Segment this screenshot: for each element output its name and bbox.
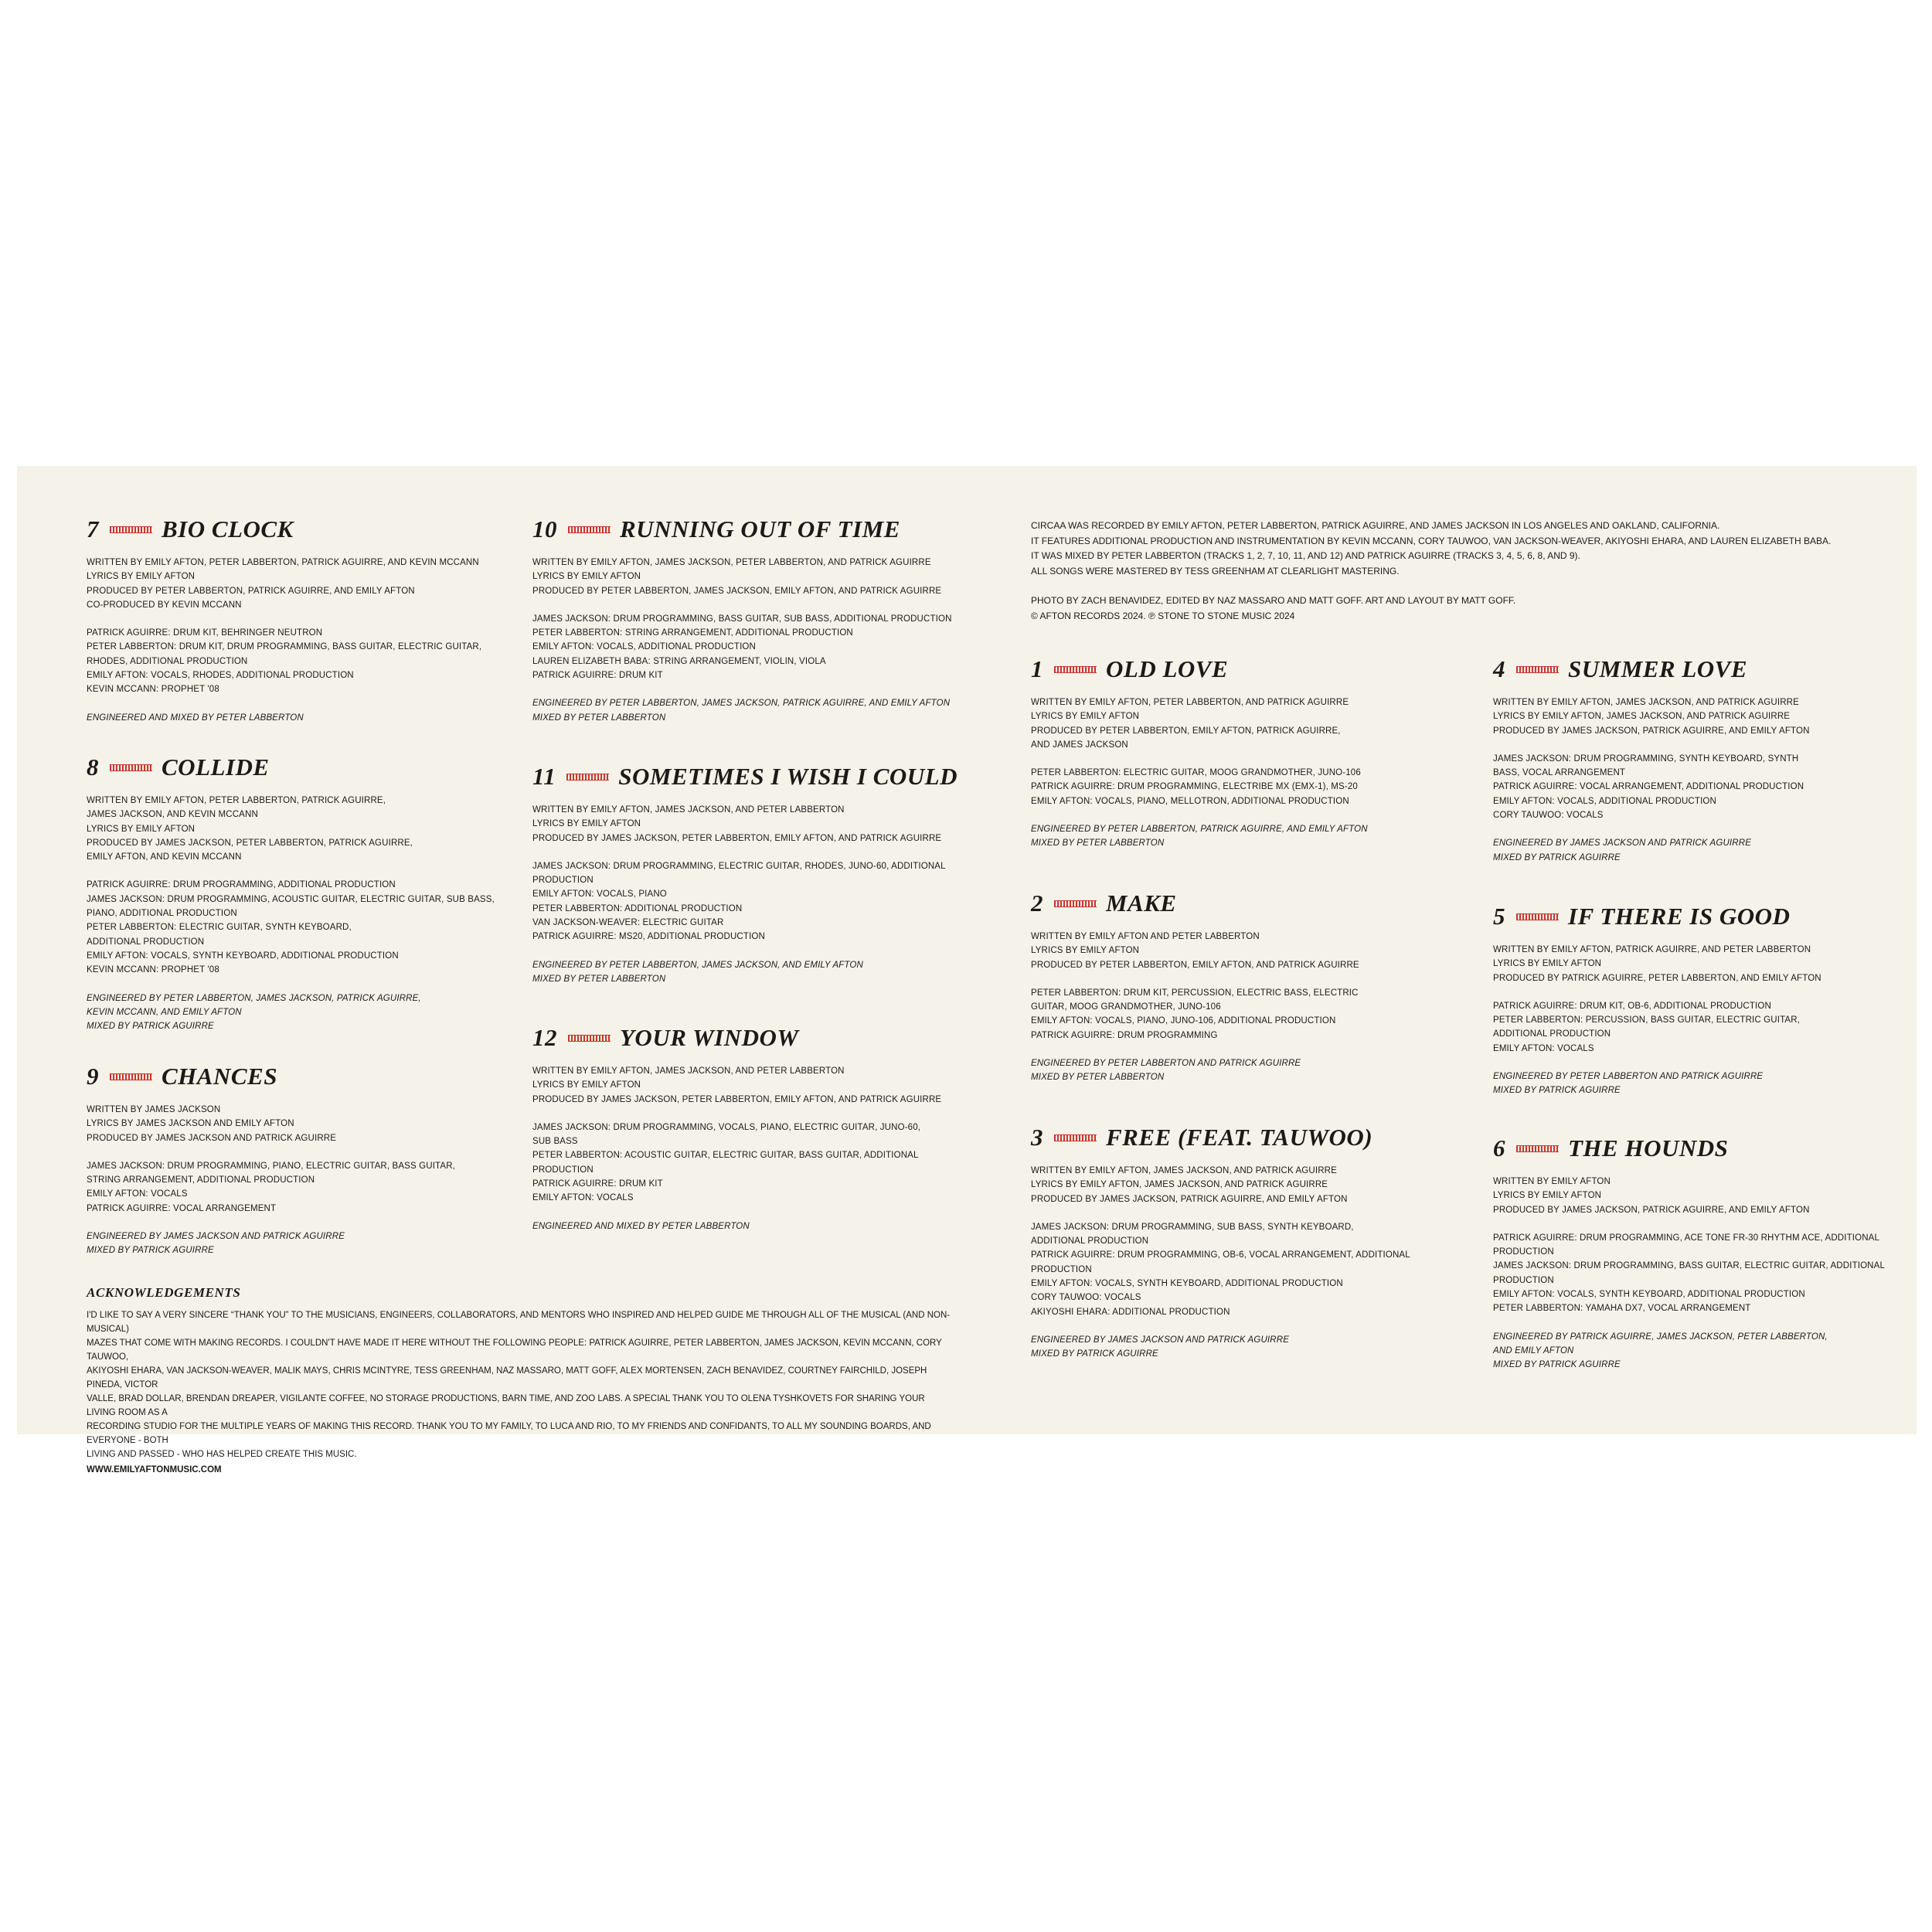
- personnel-line: PATRICK AGUIRRE: DRUM PROGRAMMING, ADDITIONAL PRODUCTION: [87, 880, 396, 890]
- credit-line: WRITTEN BY EMILY AFTON, JAMES JACKSON, PETER LABBERTON, AND PATRICK AGUIRRE: [532, 558, 931, 567]
- personnel-line: PETER LABBERTON: STRING ARRANGEMENT, ADDITIONAL PRODUCTION: [532, 628, 853, 638]
- personnel-block: [532, 1121, 996, 1206]
- intro-line: IT FEATURES ADDITIONAL PRODUCTION AND INSTRUMENTATION BY KEVIN MCCANN, CORY TAUWOO, VAN JACKSON-WEAVER, AKIYOSHI EHARA, AND LAUREN ELIZABETH BABA.: [1031, 535, 1832, 546]
- personnel-block: [1031, 986, 1487, 1043]
- personnel-line: CORY TAUWOO: VOCALS: [1493, 811, 1604, 821]
- credit-line: WRITTEN BY EMILY AFTON AND PETER LABBERTON: [1031, 932, 1260, 941]
- track-heading: [532, 514, 996, 545]
- track-heading: [532, 1022, 996, 1053]
- engineering-line: MIXED BY PATRICK AGUIRRE: [1493, 1360, 1621, 1370]
- engineering-block: [532, 1219, 996, 1233]
- credit-line: WRITTEN BY EMILY AFTON, PETER LABBERTON, PATRICK AGUIRRE,: [87, 796, 386, 805]
- credit-line: PRODUCED BY JAMES JACKSON, PETER LABBERTON, EMILY AFTON, AND PATRICK AGUIRRE: [532, 833, 942, 843]
- personnel-line: JAMES JACKSON: DRUM PROGRAMMING, SUB BASS, SYNTH KEYBOARD,: [1031, 1222, 1354, 1232]
- track-number: 12: [532, 1024, 557, 1051]
- engineering-line: MIXED BY PATRICK AGUIRRE: [87, 1246, 214, 1256]
- credit-line: PRODUCED BY JAMES JACKSON, PATRICK AGUIRRE, AND EMILY AFTON: [1493, 1205, 1810, 1215]
- engineering-block: [1031, 1056, 1487, 1085]
- personnel-block: [1493, 752, 1903, 822]
- track-number: 3: [1031, 1124, 1043, 1151]
- credit-line: WRITTEN BY EMILY AFTON, JAMES JACKSON, AND PETER LABBERTON: [532, 805, 845, 815]
- track-title: SOMETIMES I WISH I COULD: [618, 763, 957, 790]
- engineering-line: ENGINEERED BY PETER LABBERTON, JAMES JACKSON, PATRICK AGUIRRE, AND EMILY AFTON: [532, 699, 951, 709]
- credit-line: PRODUCED BY JAMES JACKSON AND PATRICK AGUIRRE: [87, 1133, 337, 1143]
- track-title: COLLIDE: [162, 753, 270, 781]
- track-6: [1493, 1133, 1903, 1372]
- personnel-line: EMILY AFTON: VOCALS, SYNTH KEYBOARD, ADDITIONAL PRODUCTION: [87, 951, 399, 961]
- engineering-line: MIXED BY PATRICK AGUIRRE: [1493, 1086, 1621, 1096]
- personnel-block: [1031, 766, 1487, 808]
- engineering-line: ENGINEERED BY PATRICK AGUIRRE, JAMES JACKSON, PETER LABBERTON,: [1493, 1332, 1828, 1342]
- personnel-line: PETER LABBERTON: ACOUSTIC GUITAR, ELECTRIC GUITAR, BASS GUITAR, ADDITIONAL: [532, 1151, 919, 1161]
- engineering-line: ENGINEERED BY PETER LABBERTON, JAMES JACKSON, PATRICK AGUIRRE,: [87, 993, 421, 1003]
- credit-line: WRITTEN BY EMILY AFTON, PETER LABBERTON, PATRICK AGUIRRE, AND KEVIN MCCANN: [87, 558, 479, 567]
- red-rule-ornament: [568, 1035, 611, 1042]
- track-heading: [87, 514, 519, 545]
- track-heading: [1493, 901, 1903, 932]
- track-number: 8: [87, 753, 99, 781]
- track-title: IF THERE IS GOOD: [1568, 903, 1791, 930]
- acknowledgements-line: I'D LIKE TO SAY A VERY SINCERE “THANK YOU” TO THE MUSICIANS, ENGINEERS, COLLABORATORS, AND MENTORS WHO INSPIRED AND HELPED GUIDE ME THROUGH ALL OF THE MUSICAL (AND NON-MUSICAL): [87, 1311, 951, 1334]
- track-8: [87, 752, 519, 1033]
- personnel-line: PRODUCTION: [532, 876, 594, 886]
- track-number: 1: [1031, 655, 1043, 682]
- credit-line: LYRICS BY EMILY AFTON: [1031, 946, 1140, 956]
- engineering-line: ENGINEERED BY PETER LABBERTON, PATRICK AGUIRRE, AND EMILY AFTON: [1031, 825, 1368, 835]
- credit-line: PRODUCED BY PETER LABBERTON, EMILY AFTON, PATRICK AGUIRRE,: [1031, 726, 1341, 736]
- personnel-line: KEVIN MCCANN: PROPHET '08: [87, 685, 219, 695]
- copyright-line: © AFTON RECORDS 2024. ℗ STONE TO STONE MUSIC 2024: [1031, 610, 1295, 621]
- personnel-line: PATRICK AGUIRRE: DRUM KIT: [532, 1179, 663, 1189]
- track-11: [532, 761, 996, 986]
- acknowledgements-line: VALLE, BRAD DOLLAR, BRENDAN DREAPER, VIGILANTE COFFEE, NO STORAGE PRODUCTIONS, BARN TIME, AND ZOO LABS. A SPECIAL THANK YOU TO OLENA TYSHKOVETS FOR SHARING YOUR LIVING ROOM AS A: [87, 1394, 925, 1417]
- red-rule-ornament: [1054, 1134, 1097, 1141]
- personnel-line: JAMES JACKSON: DRUM PROGRAMMING, PIANO, ELECTRIC GUITAR, BASS GUITAR,: [87, 1161, 456, 1171]
- credit-line: WRITTEN BY JAMES JACKSON: [87, 1105, 221, 1114]
- credit-line: LYRICS BY EMILY AFTON: [1493, 1191, 1602, 1201]
- personnel-line: PATRICK AGUIRRE: DRUM PROGRAMMING, ELECTRIBE MX (EMX-1), MS-20: [1031, 782, 1358, 792]
- credits-block: [1031, 930, 1487, 972]
- personnel-line: PIANO, ADDITIONAL PRODUCTION: [87, 909, 237, 919]
- credit-line: PRODUCED BY PETER LABBERTON, EMILY AFTON, AND PATRICK AGUIRRE: [1031, 960, 1359, 970]
- personnel-line: EMILY AFTON: VOCALS: [1493, 1043, 1594, 1053]
- personnel-line: EMILY AFTON: VOCALS, RHODES, ADDITIONAL PRODUCTION: [87, 671, 354, 681]
- track-title: RUNNING OUT OF TIME: [620, 515, 900, 543]
- credits-block: [1031, 1164, 1487, 1206]
- engineering-block: [1493, 836, 1903, 865]
- acknowledgements-line: RECORDING STUDIO FOR THE MULTIPLE YEARS OF MAKING THIS RECORD. THANK YOU TO MY FAMILY, TO LUCA AND RIO, TO MY FRIENDS AND CONFIDANTS, TO ALL MY SOUNDING BOARDS, AND EVERYONE - BOTH: [87, 1422, 931, 1445]
- credit-line: WRITTEN BY EMILY AFTON, PATRICK AGUIRRE, AND PETER LABBERTON: [1493, 945, 1811, 954]
- credit-line: LYRICS BY EMILY AFTON: [1493, 959, 1602, 969]
- credit-line: AND JAMES JACKSON: [1031, 740, 1128, 750]
- red-rule-ornament: [1516, 913, 1559, 920]
- personnel-block: [1493, 1231, 1903, 1316]
- credit-line: PRODUCED BY JAMES JACKSON, PATRICK AGUIRRE, AND EMILY AFTON: [1493, 726, 1810, 736]
- engineering-line: ENGINEERED AND MIXED BY PETER LABBERTON: [532, 1221, 750, 1231]
- credit-line: LYRICS BY EMILY AFTON: [87, 572, 196, 582]
- track-number: 11: [532, 763, 556, 790]
- personnel-line: PETER LABBERTON: PERCUSSION, BASS GUITAR, ELECTRIC GUITAR,: [1493, 1015, 1801, 1026]
- credit-line: PRODUCED BY JAMES JACKSON, PATRICK AGUIRRE, AND EMILY AFTON: [1031, 1194, 1348, 1204]
- personnel-line: LAUREN ELIZABETH BABA: STRING ARRANGEMENT, VIOLIN, VIOLA: [532, 656, 826, 666]
- track-title: SUMMER LOVE: [1568, 655, 1748, 682]
- personnel-block: [1493, 999, 1903, 1056]
- personnel-line: PRODUCTION: [532, 1165, 594, 1175]
- credit-line: WRITTEN BY EMILY AFTON, JAMES JACKSON, AND PETER LABBERTON: [532, 1066, 845, 1076]
- personnel-line: ADDITIONAL PRODUCTION: [87, 937, 205, 947]
- acknowledgements-body: [87, 1308, 952, 1461]
- credits-block: [1493, 943, 1903, 985]
- personnel-line: JAMES JACKSON: DRUM PROGRAMMING, ACOUSTIC GUITAR, ELECTRIC GUITAR, SUB BASS,: [87, 894, 495, 904]
- track-title: YOUR WINDOW: [620, 1024, 799, 1051]
- personnel-line: JAMES JACKSON: DRUM PROGRAMMING, SYNTH KEYBOARD, SYNTH: [1493, 753, 1799, 764]
- engineering-block: [532, 958, 996, 987]
- credit-line: PRODUCED BY JAMES JACKSON, PETER LABBERTON, EMILY AFTON, AND PATRICK AGUIRRE: [532, 1094, 942, 1104]
- acknowledgements: [87, 1285, 952, 1475]
- personnel-line: EMILY AFTON: VOCALS, PIANO, MELLOTRON, ADDITIONAL PRODUCTION: [1031, 796, 1349, 806]
- personnel-line: KEVIN MCCANN: PROPHET '08: [87, 965, 219, 975]
- track-title: CHANCES: [162, 1063, 277, 1090]
- engineering-line: MIXED BY PETER LABBERTON: [1031, 838, 1165, 849]
- personnel-line: EMILY AFTON: VOCALS, PIANO, JUNO-106, ADDITIONAL PRODUCTION: [1031, 1016, 1336, 1026]
- personnel-line: JAMES JACKSON: DRUM PROGRAMMING, VOCALS, PIANO, ELECTRIC GUITAR, JUNO-60,: [532, 1122, 921, 1132]
- engineering-line: MIXED BY PETER LABBERTON: [532, 974, 666, 984]
- acknowledgements-line: AKIYOSHI EHARA, VAN JACKSON-WEAVER, MALIK MAYS, CHRIS MCINTYRE, TESS GREENHAM, NAZ MASSARO, MATT GOFF, ALEX MORTENSEN, ZACH BENAVIDEZ, COURTNEY FAIRCHILD, JOSEPH PINEDA, VICTOR: [87, 1366, 927, 1389]
- intro-line: CIRCAA WAS RECORDED BY EMILY AFTON, PETER LABBERTON, PATRICK AGUIRRE, AND JAMES JACKSON IN LOS ANGELES AND OAKLAND, CALIFORNIA.: [1031, 520, 1720, 531]
- personnel-block: [532, 612, 996, 682]
- track-title: OLD LOVE: [1106, 655, 1229, 682]
- website-link[interactable]: WWW.EMILYAFTONMUSIC.COM: [87, 1465, 222, 1475]
- personnel-line: JAMES JACKSON: DRUM PROGRAMMING, ELECTRIC GUITAR, RHODES, JUNO-60, ADDITIONAL: [532, 861, 946, 871]
- track-12: [532, 1022, 996, 1233]
- track-heading: [1031, 654, 1487, 685]
- personnel-line: PATRICK AGUIRRE: DRUM KIT: [532, 671, 663, 681]
- personnel-block: [1031, 1220, 1487, 1319]
- credit-line: WRITTEN BY EMILY AFTON: [1493, 1177, 1611, 1186]
- track-5: [1493, 901, 1903, 1098]
- personnel-line: EMILY AFTON: VOCALS: [87, 1189, 188, 1199]
- personnel-line: BASS, VOCAL ARRANGEMENT: [1493, 768, 1626, 778]
- red-rule-ornament: [1054, 900, 1097, 907]
- personnel-line: EMILY AFTON: VOCALS, SYNTH KEYBOARD, ADDITIONAL PRODUCTION: [1493, 1290, 1805, 1300]
- personnel-block: [87, 626, 519, 696]
- credits-block: [532, 1064, 996, 1107]
- personnel-line: JAMES JACKSON: DRUM PROGRAMMING, BASS GUITAR, SUB BASS, ADDITIONAL PRODUCTION: [532, 614, 952, 624]
- track-heading: [1031, 888, 1487, 919]
- credits-block: [1493, 1175, 1903, 1217]
- credits-block: [87, 1103, 519, 1145]
- engineering-line: MIXED BY PATRICK AGUIRRE: [87, 1022, 214, 1032]
- engineering-line: ENGINEERED BY PETER LABBERTON AND PATRICK AGUIRRE: [1031, 1059, 1301, 1069]
- engineering-block: [87, 992, 519, 1034]
- engineering-line: MIXED BY PETER LABBERTON: [532, 713, 666, 723]
- album-intro: [1031, 519, 1866, 624]
- red-rule-ornament: [110, 764, 152, 771]
- credit-line: PRODUCED BY PATRICK AGUIRRE, PETER LABBERTON, AND EMILY AFTON: [1493, 973, 1821, 983]
- track-number: 6: [1493, 1134, 1505, 1162]
- personnel-line: EMILY AFTON: VOCALS, SYNTH KEYBOARD, ADDITIONAL PRODUCTION: [1031, 1279, 1343, 1289]
- track-2: [1031, 888, 1487, 1085]
- engineering-block: [1493, 1070, 1903, 1098]
- engineering-line: ENGINEERED BY JAMES JACKSON AND PATRICK AGUIRRE: [1493, 838, 1752, 849]
- track-title: THE HOUNDS: [1568, 1134, 1729, 1162]
- credit-line: LYRICS BY JAMES JACKSON AND EMILY AFTON: [87, 1119, 294, 1129]
- personnel-line: PETER LABBERTON: ADDITIONAL PRODUCTION: [532, 903, 743, 913]
- personnel-line: PATRICK AGUIRRE: MS20, ADDITIONAL PRODUCTION: [532, 932, 765, 942]
- personnel-line: PRODUCTION: [1493, 1247, 1554, 1257]
- credit-line: PRODUCED BY PETER LABBERTON, PATRICK AGUIRRE, AND EMILY AFTON: [87, 586, 415, 596]
- personnel-line: RHODES, ADDITIONAL PRODUCTION: [87, 656, 248, 666]
- engineering-line: ENGINEERED BY PETER LABBERTON, JAMES JACKSON, AND EMILY AFTON: [532, 960, 863, 970]
- credits-block: [1031, 696, 1487, 752]
- credit-line: LYRICS BY EMILY AFTON: [1031, 712, 1140, 722]
- red-rule-ornament: [566, 774, 609, 781]
- personnel-line: STRING ARRANGEMENT, ADDITIONAL PRODUCTION: [87, 1175, 315, 1185]
- track-heading: [87, 1061, 519, 1092]
- personnel-line: CORY TAUWOO: VOCALS: [1031, 1293, 1141, 1303]
- engineering-block: [1031, 1333, 1487, 1362]
- acknowledgements-title: ACKNOWLEDGEMENTS: [87, 1285, 241, 1300]
- personnel-line: EMILY AFTON: VOCALS, PIANO: [532, 889, 667, 900]
- engineering-block: [1031, 822, 1487, 851]
- credit-line: LYRICS BY EMILY AFTON: [532, 1080, 641, 1090]
- personnel-line: PATRICK AGUIRRE: VOCAL ARRANGEMENT, ADDITIONAL PRODUCTION: [1493, 782, 1804, 792]
- engineering-block: [87, 711, 519, 725]
- credit-line: LYRICS BY EMILY AFTON: [87, 824, 196, 834]
- track-number: 7: [87, 515, 99, 543]
- personnel-line: PATRICK AGUIRRE: DRUM PROGRAMMING, OB-6, VOCAL ARRANGEMENT, ADDITIONAL: [1031, 1250, 1410, 1260]
- track-7: [87, 514, 519, 725]
- credit-line: EMILY AFTON, AND KEVIN MCCANN: [87, 852, 242, 862]
- track-title: FREE (FEAT. TAUWOO): [1106, 1124, 1373, 1151]
- personnel-line: SUB BASS: [532, 1137, 578, 1147]
- credits-block: [87, 556, 519, 612]
- red-rule-ornament: [1516, 666, 1559, 673]
- track-number: 5: [1493, 903, 1505, 930]
- credit-line: WRITTEN BY EMILY AFTON, PETER LABBERTON, AND PATRICK AGUIRRE: [1031, 698, 1349, 707]
- engineering-line: MIXED BY PATRICK AGUIRRE: [1493, 852, 1621, 862]
- engineering-block: [1493, 1330, 1903, 1372]
- track-title: BIO CLOCK: [162, 515, 294, 543]
- track-heading: [1031, 1122, 1487, 1153]
- engineering-line: ENGINEERED AND MIXED BY PETER LABBERTON: [87, 713, 304, 723]
- track-4: [1493, 654, 1903, 865]
- credit-line: LYRICS BY EMILY AFTON: [532, 819, 641, 829]
- track-heading: [1493, 654, 1903, 685]
- personnel-line: EMILY AFTON: VOCALS, ADDITIONAL PRODUCTION: [532, 642, 756, 652]
- personnel-line: PETER LABBERTON: ELECTRIC GUITAR, MOOG GRANDMOTHER, JUNO-106: [1031, 768, 1361, 778]
- acknowledgements-line: LIVING AND PASSED - WHO HAS HELPED CREATE THIS MUSIC.: [87, 1450, 357, 1459]
- personnel-line: PATRICK AGUIRRE: DRUM KIT, BEHRINGER NEUTRON: [87, 628, 323, 638]
- personnel-line: PETER LABBERTON: DRUM KIT, PERCUSSION, ELECTRIC BASS, ELECTRIC: [1031, 988, 1359, 998]
- personnel-line: ADDITIONAL PRODUCTION: [1493, 1029, 1611, 1039]
- engineering-line: ENGINEERED BY JAMES JACKSON AND PATRICK AGUIRRE: [1031, 1335, 1290, 1345]
- track-number: 2: [1031, 889, 1043, 917]
- engineering-line: AND EMILY AFTON: [1493, 1345, 1574, 1355]
- track-title: MAKE: [1106, 889, 1177, 917]
- track-number: 10: [532, 515, 557, 543]
- personnel-block: [87, 878, 519, 977]
- photo-credit-line: PHOTO BY ZACH BENAVIDEZ, EDITED BY NAZ MASSARO AND MATT GOFF. ART AND LAYOUT BY MATT GOFF.: [1031, 595, 1516, 606]
- personnel-line: PATRICK AGUIRRE: VOCAL ARRANGEMENT: [87, 1203, 277, 1213]
- track-heading: [87, 752, 519, 783]
- red-rule-ornament: [1054, 666, 1097, 673]
- personnel-block: [532, 859, 996, 944]
- personnel-line: PETER LABBERTON: ELECTRIC GUITAR, SYNTH KEYBOARD,: [87, 923, 352, 933]
- personnel-line: VAN JACKSON-WEAVER: ELECTRIC GUITAR: [532, 918, 724, 928]
- credit-line: LYRICS BY EMILY AFTON, JAMES JACKSON, AND PATRICK AGUIRRE: [1031, 1180, 1328, 1190]
- red-rule-ornament: [110, 1073, 152, 1080]
- track-3: [1031, 1122, 1487, 1362]
- credit-line: LYRICS BY EMILY AFTON: [532, 572, 641, 582]
- intro-line: ALL SONGS WERE MASTERED BY TESS GREENHAM AT CLEARLIGHT MASTERING.: [1031, 565, 1400, 577]
- track-heading: [532, 761, 996, 792]
- acknowledgements-line: MAZES THAT COME WITH MAKING RECORDS. I COULDN'T HAVE MADE IT HERE WITHOUT THE FOLLOWING PEOPLE: PATRICK AGUIRRE, PETER LABBERTON, JAMES JACKSON, KEVIN MCCANN, CORY TAUWOO,: [87, 1338, 942, 1362]
- personnel-line: PRODUCTION: [1031, 1264, 1092, 1274]
- intro-line: IT WAS MIXED BY PETER LABBERTON (TRACKS 1, 2, 7, 10, 11, AND 12) AND PATRICK AGUIRRE (TRACKS 3, 4, 5, 6, 8, AND 9).: [1031, 550, 1580, 561]
- engineering-line: ENGINEERED BY JAMES JACKSON AND PATRICK AGUIRRE: [87, 1232, 345, 1242]
- credits-block: [87, 794, 519, 864]
- personnel-line: PATRICK AGUIRRE: DRUM KIT, OB-6, ADDITIONAL PRODUCTION: [1493, 1001, 1771, 1011]
- personnel-line: GUITAR, MOOG GRANDMOTHER, JUNO-106: [1031, 1002, 1221, 1012]
- credits-block: [532, 803, 996, 845]
- personnel-line: PETER LABBERTON: YAMAHA DX7, VOCAL ARRANGEMENT: [1493, 1304, 1751, 1314]
- liner-notes-sheet: [17, 466, 1917, 1475]
- credit-line: PRODUCED BY JAMES JACKSON, PETER LABBERTON, PATRICK AGUIRRE,: [87, 838, 413, 848]
- personnel-line: EMILY AFTON: VOCALS: [532, 1193, 634, 1203]
- personnel-line: PATRICK AGUIRRE: DRUM PROGRAMMING: [1031, 1030, 1218, 1040]
- track-1: [1031, 654, 1487, 851]
- engineering-line: KEVIN MCCANN, AND EMILY AFTON: [87, 1007, 242, 1017]
- credit-line: WRITTEN BY EMILY AFTON, JAMES JACKSON, AND PATRICK AGUIRRE: [1493, 698, 1799, 707]
- personnel-line: AKIYOSHI EHARA: ADDITIONAL PRODUCTION: [1031, 1307, 1230, 1317]
- credit-line: LYRICS BY EMILY AFTON, JAMES JACKSON, AND PATRICK AGUIRRE: [1493, 712, 1791, 722]
- red-rule-ornament: [1516, 1145, 1559, 1152]
- credit-line: WRITTEN BY EMILY AFTON, JAMES JACKSON, AND PATRICK AGUIRRE: [1031, 1166, 1337, 1175]
- red-rule-ornament: [110, 526, 152, 533]
- personnel-block: [87, 1159, 519, 1216]
- credits-block: [532, 556, 996, 598]
- track-number: 9: [87, 1063, 99, 1090]
- engineering-block: [87, 1230, 519, 1258]
- personnel-line: JAMES JACKSON: DRUM PROGRAMMING, BASS GUITAR, ELECTRIC GUITAR, ADDITIONAL: [1493, 1261, 1885, 1271]
- personnel-line: PETER LABBERTON: DRUM KIT, DRUM PROGRAMMING, BASS GUITAR, ELECTRIC GUITAR,: [87, 642, 482, 652]
- credits-block: [1493, 696, 1903, 738]
- credit-line: PRODUCED BY PETER LABBERTON, JAMES JACKSON, EMILY AFTON, AND PATRICK AGUIRRE: [532, 586, 942, 596]
- engineering-line: ENGINEERED BY PETER LABBERTON AND PATRICK AGUIRRE: [1493, 1072, 1764, 1082]
- credit-line: JAMES JACKSON, AND KEVIN MCCANN: [87, 810, 258, 820]
- engineering-line: MIXED BY PATRICK AGUIRRE: [1031, 1349, 1158, 1359]
- engineering-line: MIXED BY PETER LABBERTON: [1031, 1073, 1165, 1083]
- personnel-line: ADDITIONAL PRODUCTION: [1031, 1236, 1149, 1247]
- track-9: [87, 1061, 519, 1258]
- credit-line: CO-PRODUCED BY KEVIN MCCANN: [87, 600, 242, 610]
- personnel-line: PRODUCTION: [1493, 1275, 1554, 1285]
- track-heading: [1493, 1133, 1903, 1164]
- track-10: [532, 514, 996, 725]
- engineering-block: [532, 696, 996, 725]
- personnel-line: PATRICK AGUIRRE: DRUM PROGRAMMING, ACE TONE FR-30 RHYTHM ACE, ADDITIONAL: [1493, 1233, 1880, 1243]
- personnel-line: EMILY AFTON: VOCALS, ADDITIONAL PRODUCTION: [1493, 796, 1716, 806]
- track-number: 4: [1493, 655, 1505, 682]
- red-rule-ornament: [568, 526, 611, 533]
